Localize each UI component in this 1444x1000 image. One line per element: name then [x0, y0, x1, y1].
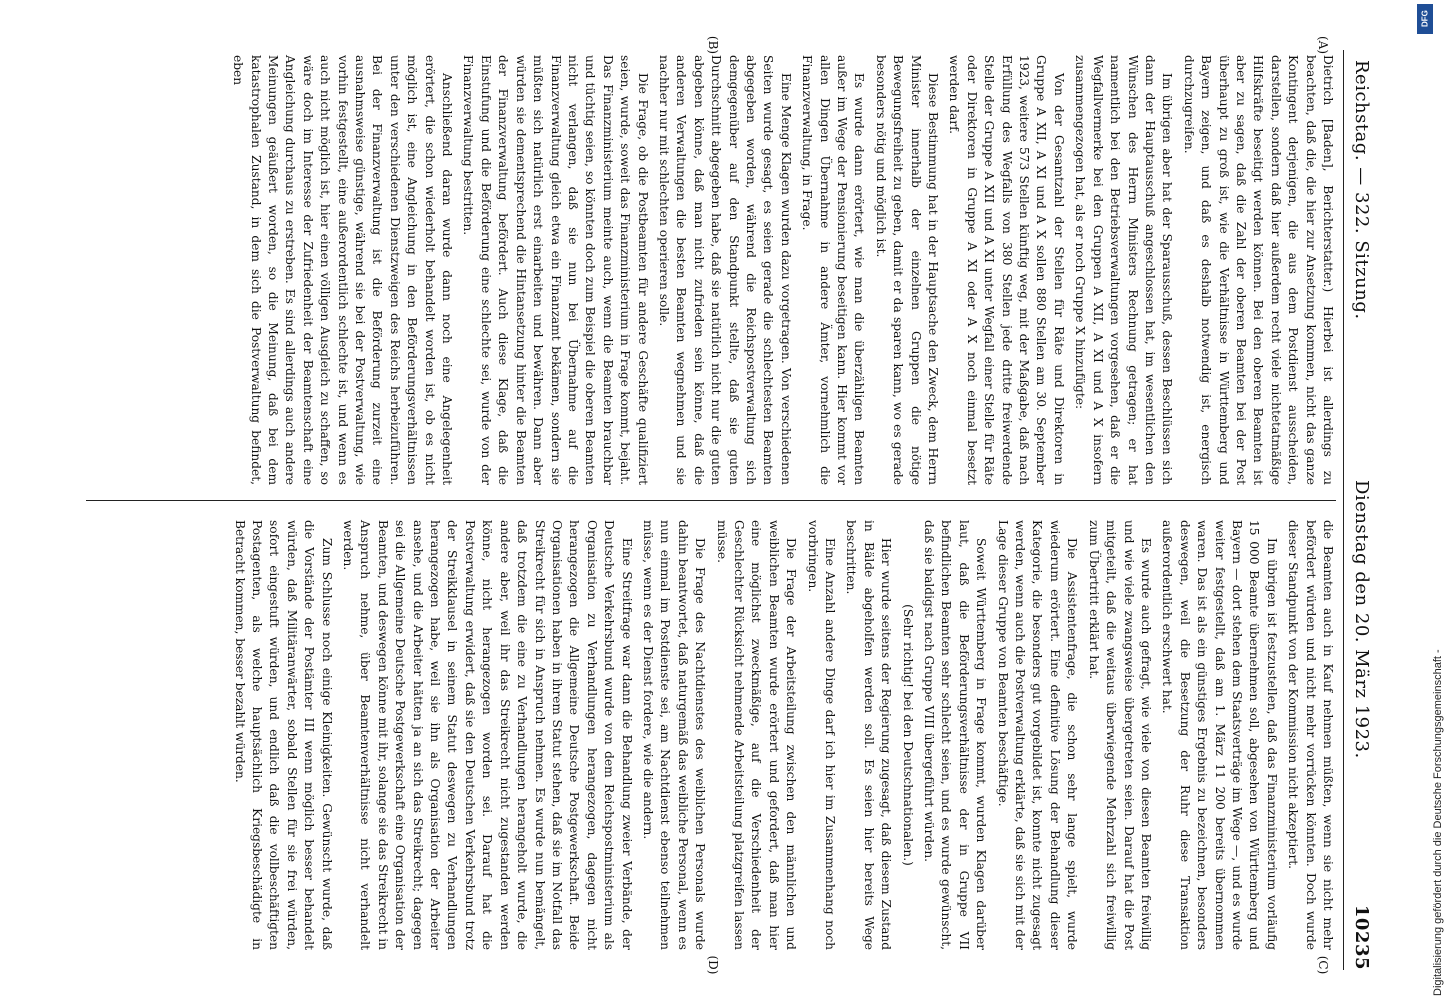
paragraph: Eine Anzahl andere Dinge darf ich hier im Zusammenhang noch vorbringen. [805, 520, 838, 950]
paragraph: Die Frage, ob die Postbeamten für andere Geschäfte qualifiziert seien, wurde, soweit das Finanzministerium in Frage kommt, bejaht. Das Finanzministerium meinte auch, wenn die Beamten brauchbar und tüchtig seien, so könnten doch zum Beispiel die oberen Beamten nicht verlangen, daß sie nun bei Übernahme auf die Finanzverwaltung gleich etwa ein Finanzamt bekämen, sondern sie müßten sich natürlich erst einarbeiten und bewähren. Dann aber würden sie dementsprechend die Hintansetzung hinter die Beamten der Finanzverwaltung befördert. Auch diese Klage, daß die Einstufung und die Beförderung eine schlechte sei, wurde von der Finanzverwaltung bestritten. [461, 55, 650, 485]
paragraph: Zum Schlusse noch einige Kleinigkeiten. Gewünscht wurde, daß die Vorstände der Postämter III wenn möglich besser behandelt würden, daß Militäranwärter, sobald Stellen für sie frei würden, sofort eingestuft würden, und endlich daß die vollbeschäftigten Postagenten, als welche hauptsächlich Kriegsbeschädigte in Betracht kommen, besser bezahlt würden. [232, 520, 334, 950]
paragraph: Die Frage der Arbeitsteilung zwischen den männlichen und weiblichen Beamten wurde erörtert und gefordert, daß man hier eine möglichst zweckmäßige, auf die Verschiedenheit der Geschlechter Rücksicht nehmende Arbeitsteilung platzgreifen lassen müsse. [714, 520, 799, 950]
digitization-credit: Digitalisierung gefördert durch die Deutsche Forschungsgemeinschaft - [1432, 649, 1444, 996]
paragraph: Die Frage des Nachtdienstes des weiblichen Personals wurde dahin beantwortet, daß naturgemäß das weibliche Personal, wenn es nun einmal im Postdienste sei, am Nachtdienst ebenso teilnehmen müsse, wenn es der Dienst fordere, wie die andern. [640, 520, 708, 950]
paragraph: (Sehr richtig! bei den Deutschnationalen.) [900, 604, 915, 866]
paragraph: die Beamten auch in Kauf nehmen müßten, wenn sie nicht mehr befördert würden und nicht mehr vorrücken könnten. Doch wurde dieser Standpunkt von der Kommission nicht akzeptiert. [1286, 520, 1335, 950]
page-number: 10235 [1351, 904, 1372, 970]
paragraph: Die Assistentenfrage, die schon sehr lange spielt, wurde wiederum erörtert. Eine definitive Lösung der Behandlung dieser Kategorie, die besonders gut vorgebildet ist, konnte nicht zugesagt werden, wenn auch die Postverwaltung erklärte, daß sie sich mit der Lage dieser Gruppe von Beamten beschäftige. [995, 520, 1080, 950]
paragraph: Eine Menge Klagen wurden dazu vorgetragen. Von verschiedenen Seiten wurde gesagt, es seien gerade die schlechtesten Beamten abgegeben worden, während die Reichspostverwaltung sich demgegenüber auf den Standpunkt stellte, daß sie guten Durchschnitt abgegeben habe, daß sie natürlich nicht nur die guten abgeben könne, daß man nicht zufrieden sein könne, daß die anderen Verwaltungen die besten Beamten wegnehmen und sie nachher nur mit schlechten operieren solle. [656, 55, 793, 485]
margin-label-d: (D) [706, 955, 720, 975]
paragraph: Eine Streitfrage war dann die Behandlung zweier Verbände, der Deutsche Verkehrsbund wurde von dem Reichspostministerium als Organisation zu Verhandlungen herangezogen, dagegen nicht herangezogen die Allgemeine Deutsche Postgewerkschaft. Beide Organisationen haben in ihrem Statut stehen, daß sie im Notfall das Streikrecht für sich in Anspruch nehmen. Es wurde nun bemängelt, daß trotzdem die eine zu Verhandlungen herangeholt wurde, die andere aber, weil ihr das Streikrecht nicht zugestanden werden könne, nicht herangezogen worden sei. Darauf hat die Postverwaltung erwidert, daß sie den Deutschen Verkehrsbund trotz der Streikklausel in seinem Statut deswegen zu Verhandlungen herangezogen habe, weil sie ihn als Organisation der Arbeiter ansehe, und die Arbeiter hätten ja an sich das Streikrecht; dagegen sei die Allgemeine Deutsche Postgewerkschaft eine Organisation der Beamten, und deswegen könne mit ihr, solange sie das Streikrecht in Anspruch nehme, über Beamtenverhältnisse nicht verhandelt werden. [341, 520, 634, 950]
column-divider [86, 500, 1336, 501]
paragraph: Anschließend daran wurde dann noch eine Angelegenheit erörtert, die schon wiederholt behandelt worden ist, ob es nicht möglich ist, eine Angleichung in den Beförderungsverhältnissen unter den verschiedenen Dienstzweigen des Reichs herbeizuführen. Bei der Finanzverwaltung ist die Beförderung zurzeit eine ausnahmsweise günstige, während sie bei der Postverwaltung, wie vorhin festgestellt, eine außerordentlich schlechte ist, und wenn es auch nicht möglich ist, hier einen völligen Ausgleich zu schaffen, so wäre doch im Interesse der Zufriedenheit der Beamtenschaft eine Angleichung durchaus zu erstreben. Es sind allerdings auch andere Meinungen geäußert worden, so die Meinung, daß bei dem katastrophalen Zustand, in dem sich die Postverwaltung befindet, eben [231, 55, 455, 485]
margin-label-b: (B) [706, 35, 720, 55]
paragraph: Von der Gesamtzahl der Stellen für Räte und Direktoren in Gruppe A XII, A XI und A X sollen 880 Stellen am 30. September 1923, weitere 573 Stellen künftig weg, mit der Maßgabe, daß nach Erfüllung des Wegfalls von 380 Stellen jede dritte freiwerdende Stelle der Gruppe A XII und A XI unter Wegfall einer Stelle für Räte oder Direktoren in Gruppe A XI oder A X noch einmal besetzt werden darf. [947, 55, 1066, 485]
margin-label-a: (A) [1316, 35, 1330, 55]
page-header [1340, 30, 1380, 980]
paragraph: Im übrigen ist festzustellen, daß das Finanzministerium vorläufig 15 000 Beamte übernehmen soll, abgesehen von Württemberg und Bayern — dort stehen dem Staatsverträge im Wege —, und es wurde weiter festgestellt, daß am 1. März 11 200 bereits übernommen waren. Das ist als ein günstiges Ergebnis zu bezeichnen, besonders deswegen, weil die Besetzung der Ruhr diese Transaktion außerordentlich erschwert hat. [1160, 520, 1279, 950]
left-column [86, 55, 1336, 485]
paragraph: Diese Bestimmung hat in der Hauptsache den Zweck, dem Herrn Minister innerhalb der einzelnen Gruppen die nötige Bewegungsfreiheit zu geben, damit er da sparen kann, wo es gerade besonders nötig und möglich ist. [873, 55, 941, 485]
paragraph: Hier wurde seitens der Regierung zugesagt, daß diesem Zustand in Bälde abgeholfen werden soll. Es seien hier bereits Wege beschritten. [844, 520, 894, 950]
header-session: Reichstag. — 322. Sitzung. [1351, 60, 1372, 320]
margin-label-c: (C) [1316, 955, 1330, 975]
paragraph: Dietrich [Baden], Berichterstatter.) Hierbei ist allerdings zu beachten, daß die, die hier zur Ansetzung kommen, nicht das ganze Kontingent derjenigen, die aus dem Postdienst ausscheiden, darstellen, sondern daß hier außerdem recht viele nichtetatmäßige Hilfskräfte beseitigt werden können. Bei den oberen Beamten ist aber zu sagen, daß die Zahl der oberen Beamten bei der Post überhaupt zu groß ist, wie die Verhältnisse in Württemberg und Bayern zeigen, und daß es deshalb notwendig ist, energisch durchzugreifen. [1181, 55, 1335, 485]
paragraph: Soweit Württemberg in Frage kommt, wurden Klagen darüber laut, daß die Beförderungsverhältnisse der in Gruppe VII befindlichen Beamten sehr schlecht seien, und es wurde gewünscht, daß sie baldigst nach Gruppe VIII übergeführt würden. [922, 520, 989, 950]
paragraph: Es wurde dann erörtert, wie man die überzähligen Beamten außer im Wege der Pensionierung beseitigen kann. Hier kommt vor allen Dingen Übernahme in andere Ämter, vornehmlich die Finanzverwaltung, in Frage. [800, 55, 867, 485]
rotated-page-content [70, 30, 1380, 980]
dfg-logo: DFG [1417, 4, 1433, 34]
paragraph: Es wurde auch gefragt, wie viele von diesen Beamten freiwillig und wie viele zwangsweise übergetreten seien. Darauf hat die Post mitgeteilt, daß die weitaus überwiegende Mehrzahl sich freiwillig zum Übertritt erklärt hat. [1086, 520, 1153, 950]
header-date: Dienstag den 20. März 1923. [1351, 480, 1372, 759]
right-column [86, 520, 1336, 950]
paragraph: Im übrigen aber hat der Sparausschuß, dessen Beschlüssen sich dann der Hauptausschuß angeschlossen hat, im wesentlichen den Wünschen des Herrn Ministers Rechnung getragen; er hat namentlich bei den Betriebsverwaltungen vorgesehen, daß er die Wegfallvermerke bei den Gruppen A XII, A XI und A X insofern zusammengezogen hat, als er noch Gruppe X hinzufügte: [1073, 55, 1175, 485]
header-rule [1343, 50, 1344, 970]
